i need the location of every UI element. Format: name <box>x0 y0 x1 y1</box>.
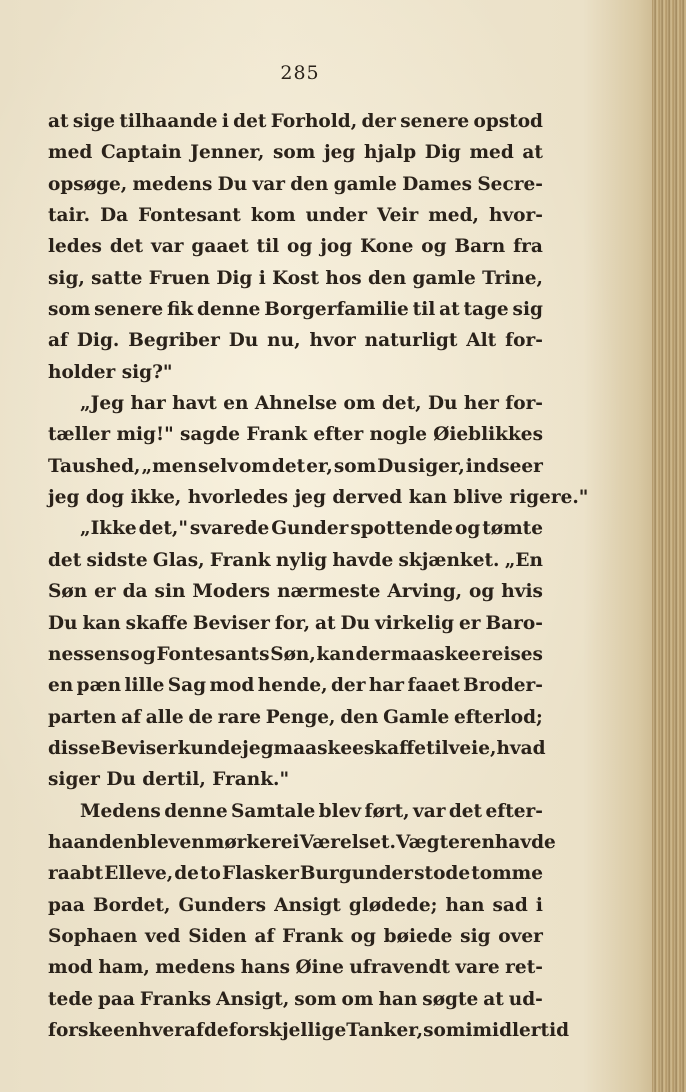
text-line: Du kan skaffe Beviser for, at Du virkelig er Baro- <box>48 612 543 634</box>
text-line: disse Beviser kunde jeg maaskee skaffe tilveie, hvad <box>48 737 546 759</box>
text-line: opsøge, medens Du var den gamle Dames Secre- <box>48 173 543 195</box>
text-line: forske enhver af de forskjellige Tanker, som imidlertid <box>48 1019 570 1041</box>
page-number: 285 <box>280 62 320 84</box>
text-line: mod ham, medens hans Øine ufravendt vare ret- <box>48 957 543 979</box>
page-edge <box>652 0 686 1092</box>
text-line: „Jeg har havt en Ahnelse om det, Du her for- <box>80 393 543 415</box>
text-line: af Dig. Begriber Du nu, hvor naturligt Alt for- <box>48 330 543 352</box>
text-line: som senere fik denne Borgerfamilie til at tage sig <box>48 299 543 321</box>
body-text <box>48 106 589 1046</box>
text-line: med Captain Jenner, som jeg hjalp Dig med at <box>48 142 543 164</box>
text-line: det sidste Glas, Frank nylig havde skjænket. „En <box>48 549 543 571</box>
text-line: ledes det var gaaet til og jog Kone og Barn fra <box>48 236 543 258</box>
text-line: tair. Da Fontesant kom under Veir med, hvor- <box>48 205 543 227</box>
text-line: „Ikke det," svarede Gunder spottende og tømte <box>80 518 543 540</box>
text-line: jeg dog ikke, hvorledes jeg derved kan blive rigere." <box>48 487 589 509</box>
text-line: Sophaen ved Siden af Frank og bøiede sig over <box>48 925 543 947</box>
text-line: sig, satte Fruen Dig i Kost hos den gamle Trine, <box>48 267 543 289</box>
text-line: tede paa Franks Ansigt, som om han søgte at ud- <box>48 988 543 1010</box>
text-line: tæller mig!" sagde Frank efter nogle Øieblikkes <box>48 424 543 446</box>
text-line: Søn er da sin Moders nærmeste Arving, og hvis <box>48 581 543 603</box>
text-line: paa Bordet, Gunders Ansigt glødede; han sad i <box>48 894 543 916</box>
text-line: holder sig?" <box>48 361 173 383</box>
text-line: nessens og Fontesants Søn, kan der maaskee reises <box>48 643 543 665</box>
text-line: Medens denne Samtale blev ført, var det efter- <box>80 800 543 822</box>
text-line: en pæn lille Sag mod hende, der har faaet Broder- <box>48 675 543 697</box>
text-line: at sige tilhaande i det Forhold, der senere opstod <box>48 111 543 132</box>
text-line: parten af alle de rare Penge, den Gamle efterlod; <box>48 706 543 728</box>
text-line: haanden bleven mørkere i Værelset. Vægteren havde <box>48 831 556 853</box>
text-line: siger Du dertil, Frank." <box>48 769 290 791</box>
text-line: raabt Elleve, de to Flasker Burgunder stode tomme <box>48 863 543 885</box>
text-line: Taushed, „men selv om det er, som Du siger, indseer <box>48 455 543 477</box>
